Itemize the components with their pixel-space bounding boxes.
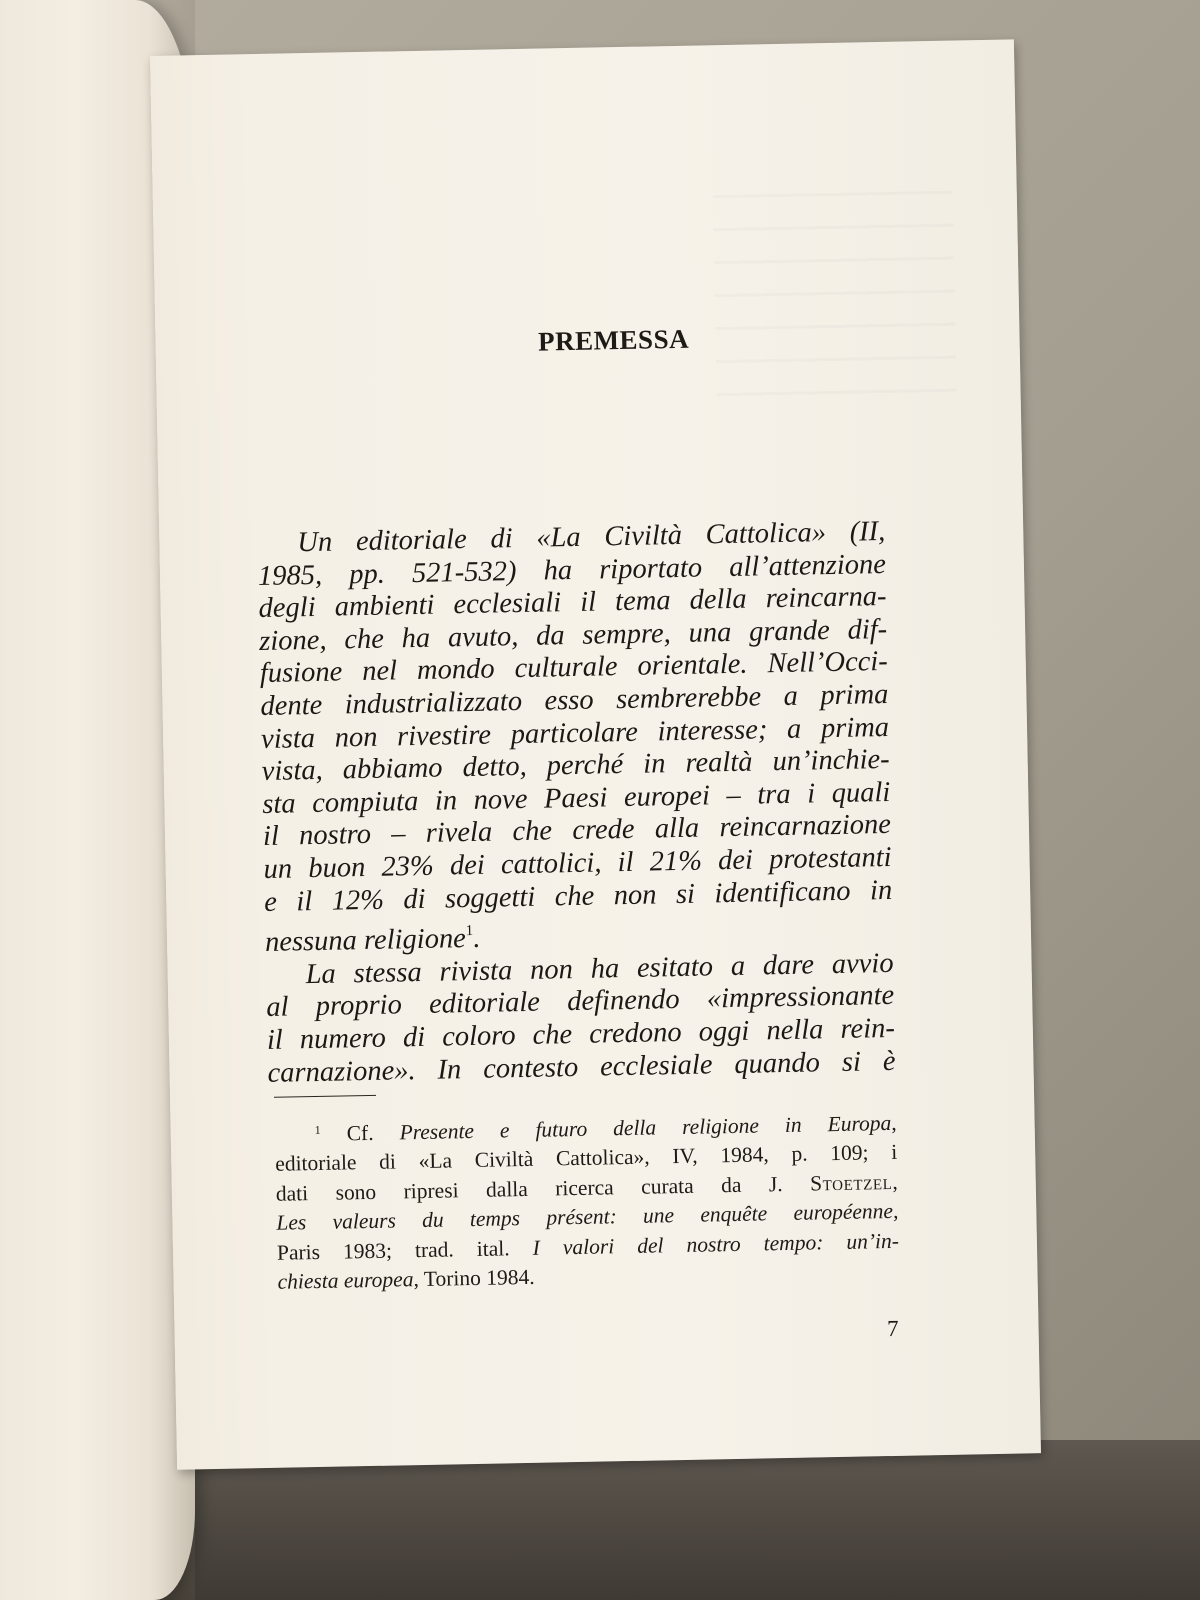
body-line: Un editoriale di «La Civiltà Cattolica» (II, (297, 515, 886, 559)
footnote-title: I valori del nostro tempo: un’in- (532, 1228, 900, 1260)
body-line: e il 12% di soggetti che non si identificano in (263, 874, 893, 918)
body-line: fusione nel mondo culturale orientale. Nell’Occi- (259, 646, 889, 690)
footnote-line: editoriale di «La Civiltà Cattolica», IV, 1984, p. 109; i (275, 1140, 898, 1177)
body-line: zione, che ha avuto, da sempre, una grande dif- (258, 613, 888, 657)
footnote-text: Paris 1983; trad. ital. (276, 1235, 510, 1265)
body-line-text: nessuna religione (264, 923, 467, 959)
body-line: sta compiuta in nove Paesi europei – tra i quali (262, 776, 891, 820)
body-text (257, 516, 896, 1090)
footnote-comma: , (892, 1169, 898, 1194)
footnote-line: Les valeurs du temps présent: une enquête européenne, (276, 1199, 899, 1236)
body-line: il nostro – rivela che crede alla reincarnazione (262, 809, 892, 853)
footnote-text: , Torino 1984. (413, 1264, 535, 1292)
footnote-title: Presente e futuro della religione in Europa (399, 1110, 892, 1145)
body-line: il numero di coloro che credono oggi nella rein- (266, 1012, 896, 1056)
show-through-texture (713, 191, 957, 416)
body-line: La stessa rivista non ha esitato a dare avvio (305, 947, 894, 990)
body-line: carnazione». In contesto ecclesiale quando si è (267, 1045, 896, 1089)
footnote-author: Stoetzel (809, 1169, 893, 1196)
footnote-mark: 1 (314, 1122, 321, 1138)
body-line: un buon 23% dei cattolici, il 21% dei protestanti (263, 841, 892, 885)
body-line: degli ambienti ecclesiali il tema della reincarna- (258, 581, 887, 625)
page-number: 7 (886, 1315, 899, 1342)
body-line: vista non rivestire particolare interesse; a prima (260, 711, 890, 755)
footnote-text: dati sono ripresi dalla ricerca curata da J. (275, 1171, 783, 1206)
sentence-period: . (473, 922, 481, 955)
page-content (150, 39, 1041, 1469)
body-line: 1985, pp. 521-532) ha riportato all’attenzione (257, 548, 887, 592)
body-line: vista, abbiamo detto, perché in realtà un’inchie- (261, 744, 890, 788)
body-line: dente industrializzato esso sembrerebbe a prima (260, 678, 889, 722)
footnote-cf: Cf. (346, 1120, 374, 1146)
body-line: al proprio editoriale definendo «impressionante (265, 980, 895, 1024)
footnote-reference: 1 (465, 923, 474, 940)
right-page (150, 39, 1041, 1469)
footnote (274, 1105, 899, 1297)
footnote-title: chiesta europea (277, 1267, 414, 1294)
footnote-separator (274, 1095, 376, 1098)
footnote-comma: , (891, 1110, 897, 1135)
page-heading: PREMESSA (537, 323, 690, 357)
